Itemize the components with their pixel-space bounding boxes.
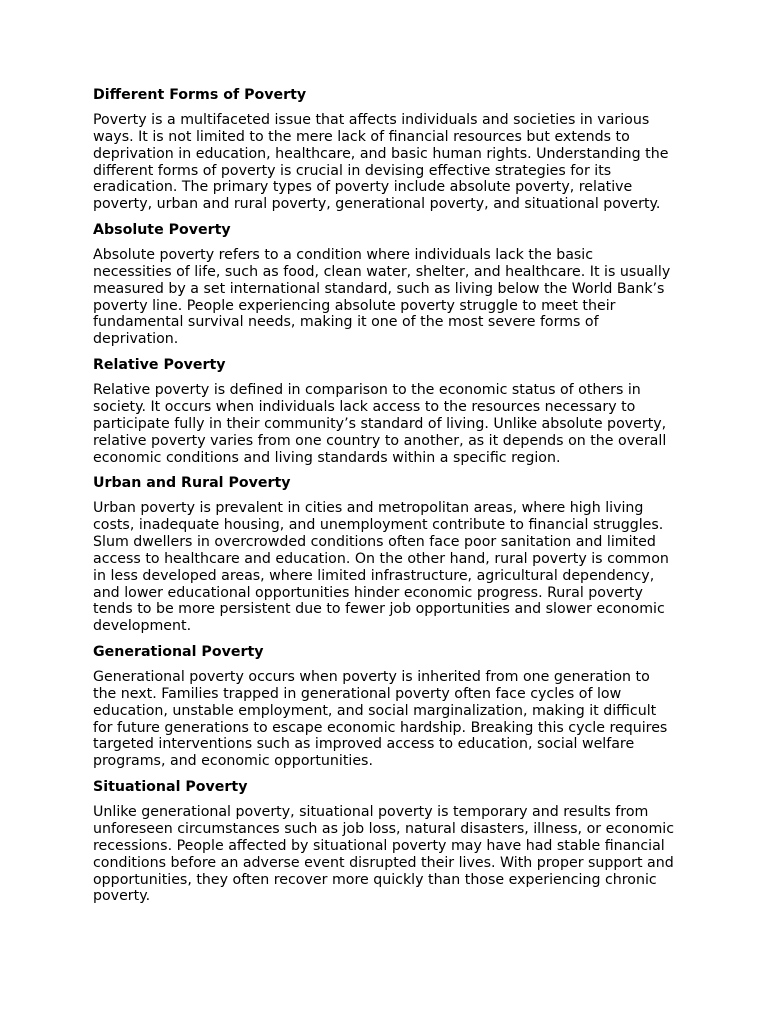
section-heading: Urban and Rural Poverty	[93, 475, 291, 492]
paragraph-line: Unlike generational poverty, situational poverty is temporary and results from	[93, 804, 649, 821]
paragraph-line: the next. Families trapped in generational poverty often face cycles of low	[93, 685, 622, 702]
paragraph-line: tends to be more persistent due to fewer job opportunities and slower economic	[93, 601, 665, 618]
section-paragraph	[93, 804, 679, 905]
paragraph-line: deprivation.	[93, 331, 179, 348]
paragraph-line: participate fully in their community’s standard of living. Unlike absolute poverty,	[93, 415, 667, 432]
paragraph-line: deprivation in education, healthcare, and basic human rights. Understanding the	[93, 145, 669, 162]
paragraph-line: poverty.	[93, 888, 151, 905]
paragraph-line: in less developed areas, where limited infrastructure, agricultural dependency,	[93, 567, 655, 584]
paragraph-line: measured by a set international standard, such as living below the World Bank’s	[93, 280, 665, 297]
section-situational-poverty	[93, 778, 679, 905]
section-paragraph	[93, 382, 679, 466]
section-paragraph	[93, 247, 679, 348]
paragraph-line: different forms of poverty is crucial in devising effective strategies for its	[93, 162, 612, 179]
paragraph-line: poverty, urban and rural poverty, generational poverty, and situational poverty.	[93, 196, 661, 213]
paragraph-line: Urban poverty is prevalent in cities and metropolitan areas, where high living	[93, 500, 644, 517]
paragraph-line: Slum dwellers in overcrowded conditions often face poor sanitation and limited	[93, 534, 656, 551]
paragraph-line: and lower educational opportunities hinder economic progress. Rural poverty	[93, 584, 643, 601]
paragraph-line: programs, and economic opportunities.	[93, 753, 373, 770]
section-absolute-poverty	[93, 221, 679, 348]
paragraph-line: fundamental survival needs, making it one of the most severe forms of	[93, 314, 599, 331]
paragraph-line: economic conditions and living standards within a specific region.	[93, 449, 561, 466]
paragraph-line: opportunities, they often recover more quickly than those experiencing chronic	[93, 871, 657, 888]
section-heading: Relative Poverty	[93, 357, 226, 374]
section-paragraph	[93, 500, 679, 635]
paragraph-line: unforeseen circumstances such as job loss, natural disasters, illness, or economic	[93, 821, 675, 837]
paragraph-line: Poverty is a multifaceted issue that affects individuals and societies in various	[93, 112, 650, 128]
paragraph-line: necessities of life, such as food, clean water, shelter, and healthcare. It is usually	[93, 263, 671, 280]
section-generational-poverty	[93, 643, 679, 770]
paragraph-line: relative poverty varies from one country to another, as it depends on the overall	[93, 432, 667, 449]
document-page	[93, 86, 679, 913]
section-heading: Situational Poverty	[93, 779, 248, 796]
paragraph-line: society. It occurs when individuals lack access to the resources necessary to	[93, 398, 636, 415]
paragraph-line: for future generations to escape economic hardship. Breaking this cycle requires	[93, 719, 668, 736]
paragraph-line: development.	[93, 618, 192, 635]
section-intro	[93, 86, 679, 213]
paragraph-line: recessions. People affected by situational poverty may have had stable financial	[93, 837, 665, 854]
paragraph-line: targeted interventions such as improved access to education, social welfare	[93, 736, 635, 753]
section-heading: Different Forms of Poverty	[93, 87, 307, 103]
section-paragraph	[93, 669, 679, 770]
paragraph-line: education, unstable employment, and social marginalization, making it difficult	[93, 702, 657, 719]
section-heading: Absolute Poverty	[93, 222, 231, 239]
section-relative-poverty	[93, 356, 679, 466]
paragraph-line: poverty line. People experiencing absolute poverty struggle to meet their	[93, 297, 616, 314]
section-urban-rural-poverty	[93, 474, 679, 635]
paragraph-line: conditions before an adverse event disrupted their lives. With proper support and	[93, 854, 674, 871]
paragraph-line: Generational poverty occurs when poverty is inherited from one generation to	[93, 669, 650, 686]
paragraph-line: eradication. The primary types of poverty include absolute poverty, relative	[93, 179, 633, 196]
section-paragraph	[93, 112, 679, 213]
section-heading: Generational Poverty	[93, 644, 264, 661]
paragraph-line: Absolute poverty refers to a condition where individuals lack the basic	[93, 247, 594, 264]
paragraph-line: costs, inadequate housing, and unemployment contribute to financial struggles.	[93, 517, 664, 534]
paragraph-line: ways. It is not limited to the mere lack of financial resources but extends to	[93, 128, 630, 145]
paragraph-line: Relative poverty is defined in comparison to the economic status of others in	[93, 382, 641, 399]
paragraph-line: access to healthcare and education. On the other hand, rural poverty is common	[93, 550, 669, 567]
